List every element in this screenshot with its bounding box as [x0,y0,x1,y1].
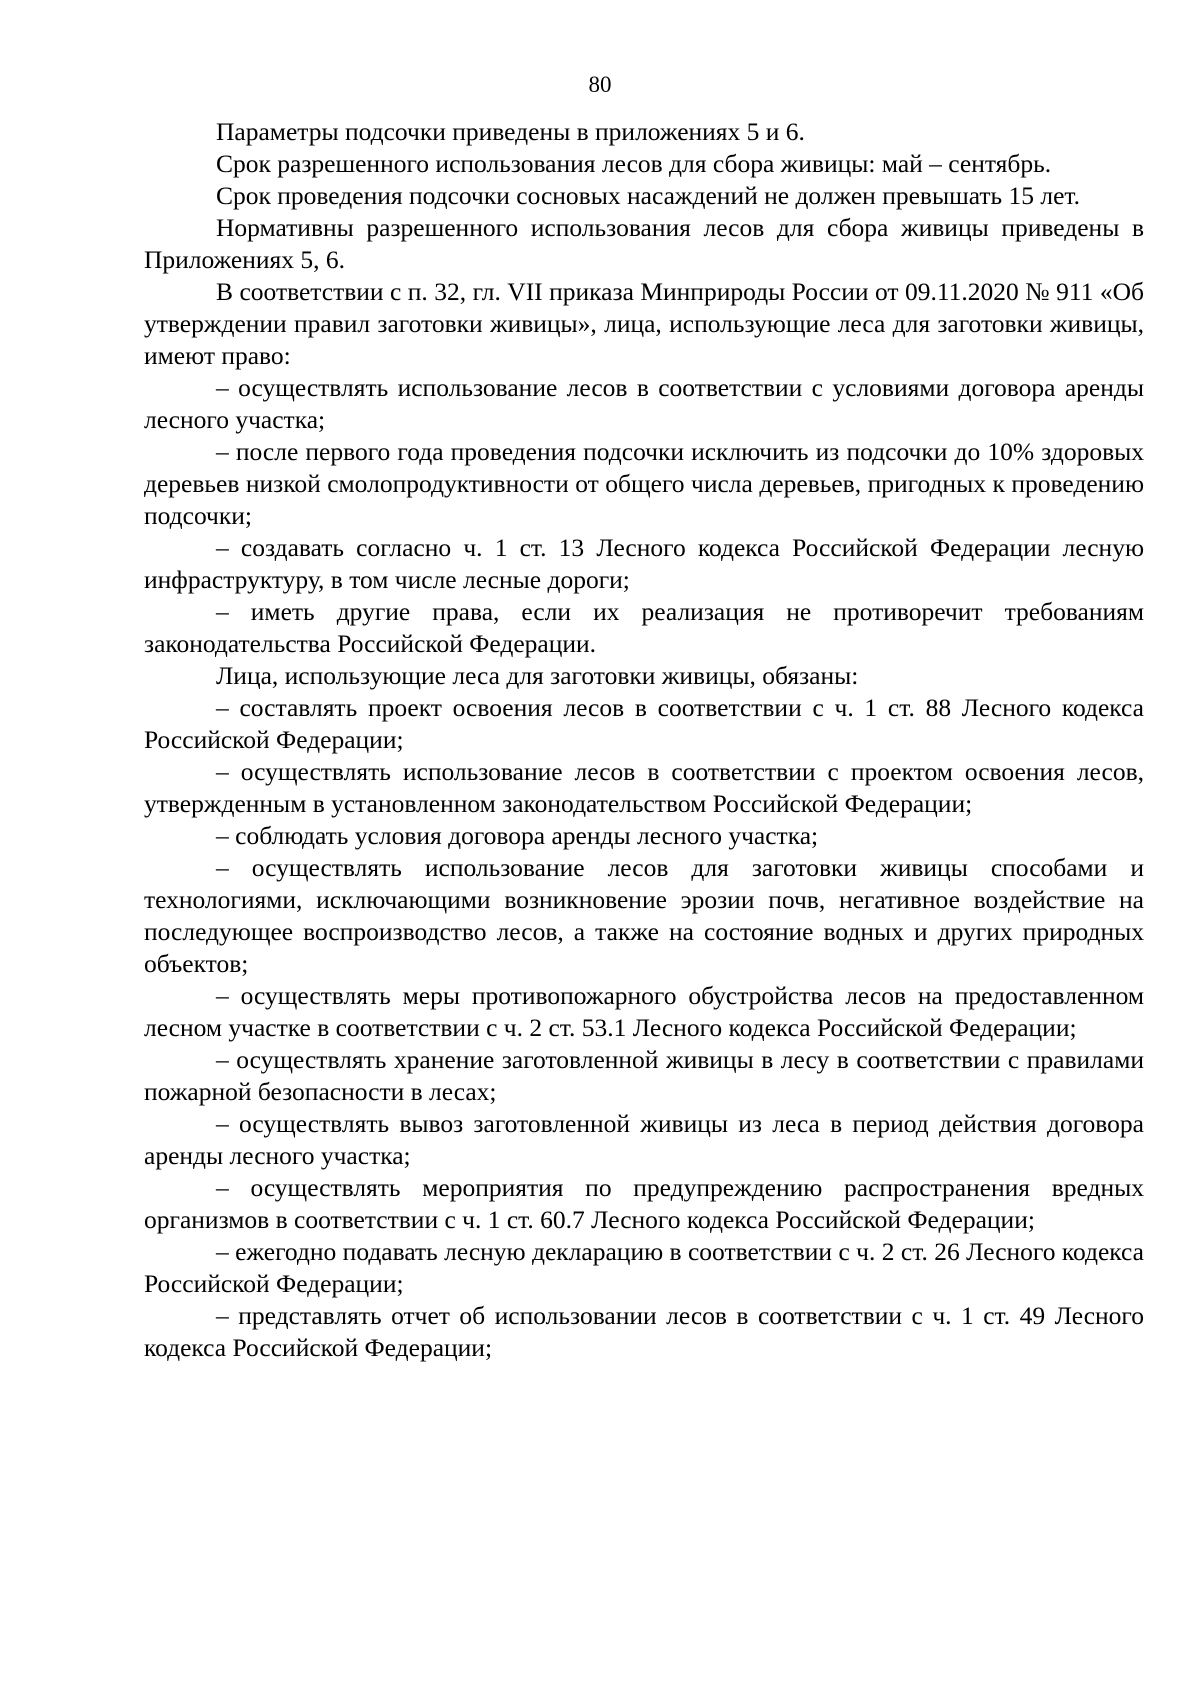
list-item: – осуществлять использование лесов для заготовки живицы способами и технологиями, исключающими возникновение эрозии почв, негативное воздействие на последующее воспроизводство лесов, а также на состояние водных и других природных объектов; [144,853,1144,978]
paragraph: Лица, использующие леса для заготовки живицы, обязаны: [216,661,859,690]
list-item: – после первого года проведения подсочки исключить из подсочки до 10% здоровых деревьев низкой смолопродуктивности от общего числа деревьев, пригодных к проведению подсочки; [144,437,1144,530]
list-item: – ежегодно подавать лесную декларацию в соответствии с ч. 2 ст. 26 Лесного кодекса Российской Федерации; [144,1237,1144,1298]
list-item: – осуществлять меры противопожарного обустройства лесов на предоставленном лесном участке в соответствии с ч. 2 ст. 53.1 Лесного кодекса Российской Федерации; [144,981,1144,1042]
paragraph: Срок разрешенного использования лесов для сбора живицы: май – сентябрь. [216,149,1052,178]
page-number: 80 [588,72,612,97]
list-item: – представлять отчет об использовании лесов в соответствии с ч. 1 ст. 49 Лесного кодекса Российской Федерации; [144,1301,1144,1362]
document-body [144,116,1144,1364]
list-item: – осуществлять использование лесов в соответствии с условиями договора аренды лесного участка; [144,373,1144,434]
list-item: – осуществлять хранение заготовленной живицы в лесу в соответствии с правилами пожарной безопасности в лесах; [144,1045,1144,1106]
paragraph: В соответствии с п. 32, гл. VII приказа Минприроды России от 09.11.2020 № 911 «Об утверждении правил заготовки живицы», лица, использующие леса для заготовки живицы, имеют право: [144,277,1144,370]
list-item: – осуществлять вывоз заготовленной живицы из леса в период действия договора аренды лесного участка; [144,1109,1144,1170]
paragraph: Нормативны разрешенного использования лесов для сбора живицы приведены в Приложениях 5, 6. [144,213,1144,274]
list-item: – иметь другие права, если их реализация не противоречит требованиям законодательства Российской Федерации. [144,597,1144,658]
list-item: – соблюдать условия договора аренды лесного участка; [216,821,819,850]
list-item: – осуществлять использование лесов в соответствии с проектом освоения лесов, утвержденным в установленном законодательством Российской Федерации; [144,757,1144,818]
list-item: – создавать согласно ч. 1 ст. 13 Лесного кодекса Российской Федерации лесную инфраструктуру, в том числе лесные дороги; [144,533,1144,594]
paragraph: Параметры подсочки приведены в приложениях 5 и 6. [216,117,805,146]
list-item: – составлять проект освоения лесов в соответствии с ч. 1 ст. 88 Лесного кодекса Российской Федерации; [144,693,1144,754]
list-item: – осуществлять мероприятия по предупреждению распространения вредных организмов в соответствии с ч. 1 ст. 60.7 Лесного кодекса Российской Федерации; [144,1173,1144,1234]
paragraph: Срок проведения подсочки сосновых насаждений не должен превышать 15 лет. [216,181,1081,210]
